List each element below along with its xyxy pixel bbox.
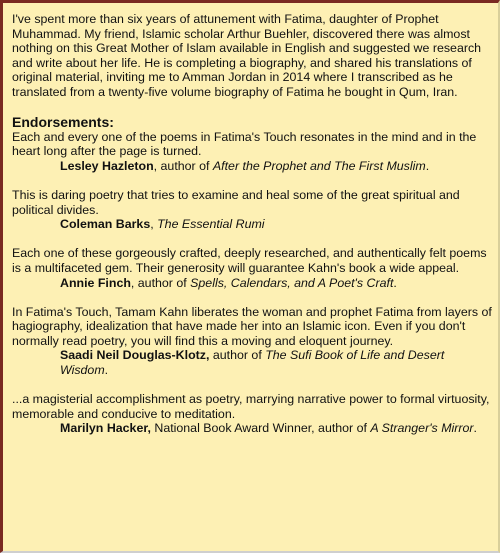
content-column	[12, 12, 494, 451]
attribution-end: .	[393, 275, 397, 290]
attribution-end: .	[425, 158, 430, 173]
endorsement-quote: In Fatima's Touch, Tamam Kahn liberates the woman and prophet Fatima from layers of hagiography, idealization that have made her into an Islamic icon. Even if you don't normally read poetry, you will find this a moving and eloquent journey.	[12, 304, 492, 348]
endorsement-attribution	[12, 217, 494, 232]
endorser-work: The Essential Rumi	[157, 217, 265, 232]
endorser-work: Spells, Calendars, and A Poet's Craft	[190, 275, 394, 290]
endorser-name: Coleman Barks	[60, 217, 151, 232]
endorser-work: After the Prophet and The First Muslim	[212, 158, 426, 173]
endorser-role: National Book Award Winner, author of	[150, 421, 371, 436]
endorser-name: Saadi Neil Douglas-Klotz,	[60, 348, 210, 363]
endorsement-attribution	[12, 421, 494, 436]
endorser-name: Marilyn Hacker,	[60, 421, 151, 436]
endorsement	[12, 188, 494, 232]
endorsement	[12, 130, 494, 174]
endorser-work: A Stranger's Mirror	[370, 421, 474, 436]
endorsement-attribution	[12, 276, 494, 291]
endorser-name: Annie Finch	[60, 275, 131, 290]
endorsement-quote: Each one of these gorgeously crafted, deeply researched, and authentically felt poems is a multifaceted gem. Their generosity will guarantee Kahn's book a wide appeal.	[12, 246, 487, 275]
attribution-end: .	[473, 421, 477, 436]
endorsement-attribution	[12, 159, 494, 174]
endorsement-attribution	[12, 348, 494, 377]
endorsement-quote: ...a magisterial accomplishment as poetry, marrying narrative power to formal virtuosity, memorable and conducive to meditation.	[12, 392, 490, 421]
endorser-role: ,	[150, 217, 158, 232]
endorsement	[12, 392, 494, 436]
endorsement-quote: This is daring poetry that tries to examine and heal some of the great spiritual and political divides.	[12, 187, 460, 217]
endorsement-quote: Each and every one of the poems in Fatima's Touch resonates in the mind and in the heart long after the page is turned.	[12, 129, 477, 159]
endorser-role: author of	[209, 348, 266, 363]
endorsement	[12, 305, 494, 378]
attribution-end: .	[104, 363, 109, 378]
intro-paragraph: I've spent more than six years of attunement with Fatima, daughter of Prophet Muhammad. My friend, Islamic scholar Arthur Buehler, discovered there was almost nothing on this Great Mother of Islam available in English and suggested we research and write about her life. He is completing a biography, and shared his translations of original material, inviting me to Amman Jordan in 2014 where I transcribed as he translated from a twenty-five volume biography of Fatima he bought in Qum, Iran.	[12, 12, 482, 99]
endorser-work: The Sufi Book of Life and Desert Wisdom	[60, 348, 445, 378]
endorsement	[12, 246, 494, 290]
endorsements-heading: Endorsements:	[12, 113, 114, 130]
endorser-role: , author of	[153, 158, 213, 173]
endorser-role: , author of	[130, 275, 191, 290]
endorser-name: Lesley Hazleton	[60, 158, 154, 173]
